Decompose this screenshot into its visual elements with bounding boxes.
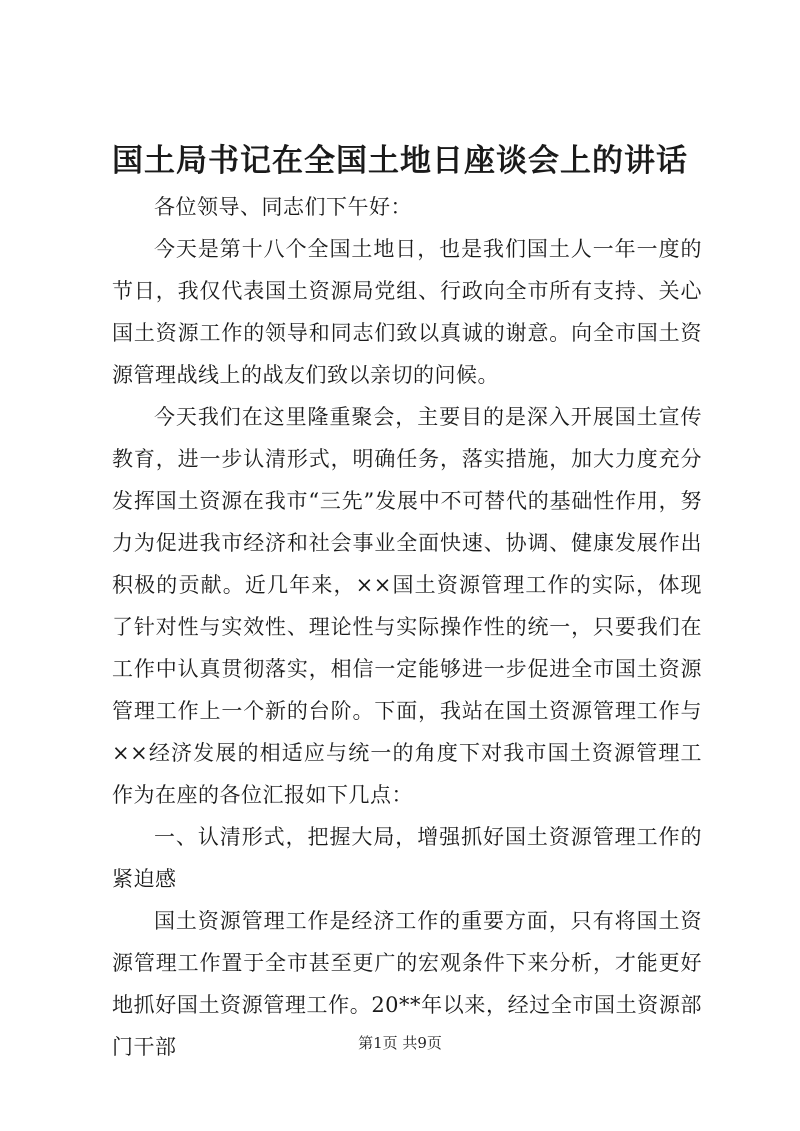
body-paragraph: 国土资源管理工作是经济工作的重要方面，只有将国土资源管理工作置于全市甚至更广的宏观条件下来分析，才能更好地抓好国土资源管理工作。20**年以来，经过全市国土资源部门干部: [112, 909, 702, 1059]
document-title: 国土局书记在全国土地日座谈会上的讲话: [112, 143, 688, 179]
body-paragraph: 今天是第十八个全国土地日，也是我们国土人一年一度的节日，我仅代表国土资源局党组、行政向全市所有支持、关心国土资源工作的领导和同志们致以真诚的谢意。向全市国土资源管理战线上的战友们致以亲切的问候。: [112, 237, 702, 387]
page-number-footer: 第1页 共9页: [358, 1034, 442, 1052]
section-heading: 一、认清形式，把握大局，增强抓好国土资源管理工作的紧迫感: [112, 825, 702, 891]
document-body: [112, 186, 702, 1068]
body-paragraph: 今天我们在这里隆重聚会，主要目的是深入开展国土宣传教育，进一步认清形式，明确任务，落实措施，加大力度充分发挥国土资源在我市“三先”发展中不可替代的基础性作用，努力为促进我市经济和社会事业全面快速、协调、健康发展作出积极的贡献。近几年来，××国土资源管理工作的实际，体现了针对性与实效性、理论性与实际操作性的统一，只要我们在工作中认真贯彻落实，相信一定能够进一步促进全市国土资源管理工作上一个新的台阶。下面，我站在国土资源管理工作与××经济发展的相适应与统一的角度下对我市国土资源管理工作为在座的各位汇报如下几点：: [112, 405, 702, 807]
greeting-paragraph: 各位领导、同志们下午好：: [154, 195, 412, 219]
